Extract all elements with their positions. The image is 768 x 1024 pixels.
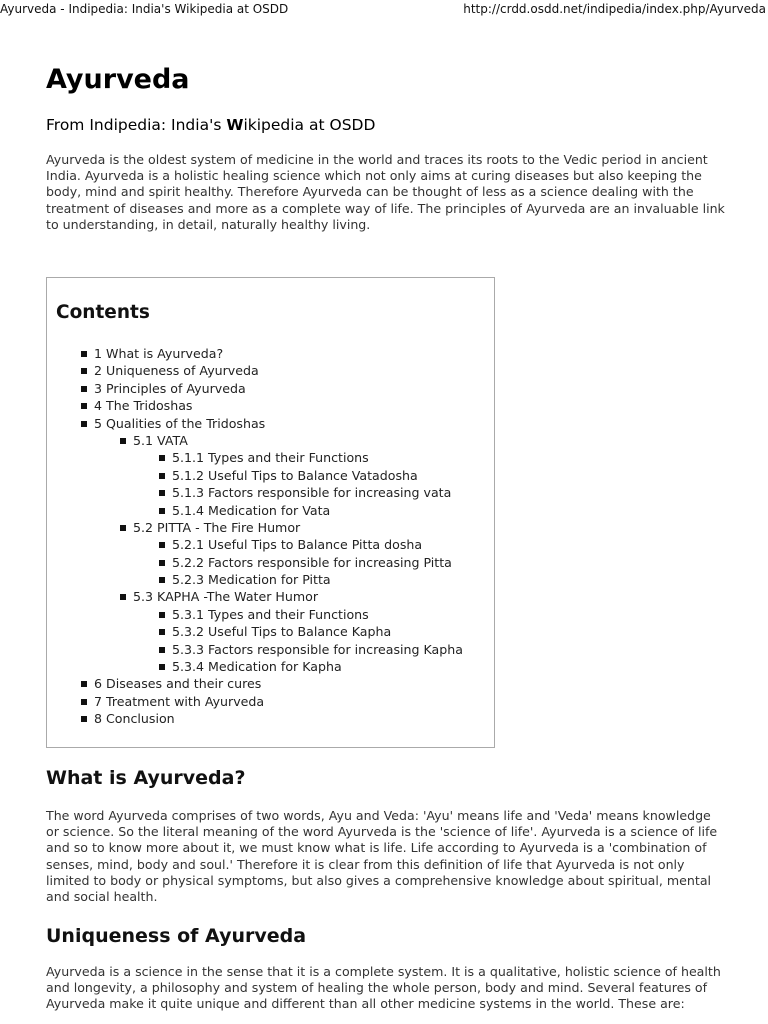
toc-item[interactable] — [47, 675, 494, 692]
bullet-icon — [159, 473, 165, 479]
toc-item-link[interactable]: 5.1.2 Useful Tips to Balance Vatadosha — [172, 467, 418, 483]
intro-paragraph: Ayurveda is the oldest system of medicine in the world and traces its roots to the Vedic period in ancient India. Ayurveda is a holistic healing science which not only aims at curing diseases but also keeping the body, mind and spirit healthy. Therefore Ayurveda can be thought of less as a science dealing with the treatment of diseases and more as a complete way of life. The principles of Ayurveda are an invaluable link to understanding, in detail, naturally healthy living. — [46, 152, 725, 232]
toc-item-link[interactable]: 5.2.1 Useful Tips to Balance Pitta dosha — [172, 537, 423, 553]
bullet-icon — [81, 403, 87, 409]
site-subtitle-bold: W — [226, 116, 244, 134]
toc-item[interactable] — [47, 710, 494, 727]
toc-item[interactable] — [47, 606, 494, 623]
toc-item[interactable] — [47, 397, 494, 414]
site-subtitle-before: From Indipedia: India's — [46, 116, 227, 134]
bullet-icon — [159, 577, 165, 583]
bullet-icon — [159, 508, 165, 514]
bullet-icon — [81, 716, 87, 722]
toc-list — [47, 345, 494, 728]
toc-item-link[interactable]: 6 Diseases and their cures — [94, 676, 262, 692]
bullet-icon — [159, 560, 165, 566]
toc-item[interactable] — [47, 415, 494, 432]
bullet-icon — [159, 490, 165, 496]
toc-item[interactable] — [47, 571, 494, 588]
bullet-icon — [159, 664, 165, 670]
toc-item[interactable] — [47, 467, 494, 484]
bullet-icon — [81, 699, 87, 705]
toc-item-link[interactable]: 5.3.2 Useful Tips to Balance Kapha — [172, 624, 392, 640]
site-subtitle — [46, 116, 375, 134]
bullet-icon — [159, 647, 165, 653]
bullet-icon — [81, 368, 87, 374]
toc-item-link[interactable]: 5.3.4 Medication for Kapha — [172, 659, 342, 675]
toc-item[interactable] — [47, 432, 494, 449]
print-header-url[interactable]: http://crdd.osdd.net/indipedia/index.php/Ayurveda — [463, 2, 766, 16]
toc-item[interactable] — [47, 519, 494, 536]
toc-item-link[interactable]: 5.3 KAPHA -The Water Humor — [133, 589, 319, 605]
toc-item-link[interactable]: 7 Treatment with Ayurveda — [94, 693, 265, 709]
toc-item-link[interactable]: 5.1.4 Medication for Vata — [172, 502, 331, 518]
toc-item[interactable] — [47, 536, 494, 553]
bullet-icon — [159, 612, 165, 618]
toc-item[interactable] — [47, 693, 494, 710]
bullet-icon — [159, 629, 165, 635]
bullet-icon — [120, 438, 126, 444]
toc-item[interactable] — [47, 380, 494, 397]
toc-item[interactable] — [47, 484, 494, 501]
bullet-icon — [120, 525, 126, 531]
table-of-contents — [46, 277, 495, 748]
toc-item-link[interactable]: 5.2 PITTA - The Fire Humor — [133, 519, 301, 535]
toc-item-link[interactable]: 5.1.3 Factors responsible for increasing vata — [172, 485, 452, 501]
toc-item[interactable] — [47, 449, 494, 466]
toc-item-link[interactable]: 5.1 VATA — [133, 432, 188, 448]
toc-item[interactable] — [47, 554, 494, 571]
toc-item-link[interactable]: 5.3.1 Types and their Functions — [172, 606, 369, 622]
toc-item-link[interactable]: 1 What is Ayurveda? — [94, 346, 224, 361]
toc-item[interactable] — [47, 345, 494, 362]
print-header — [0, 0, 768, 20]
toc-item-link[interactable]: 4 The Tridoshas — [94, 398, 193, 414]
toc-item-link[interactable]: 8 Conclusion — [94, 711, 175, 727]
bullet-icon — [81, 421, 87, 427]
toc-item-link[interactable]: 5.2.2 Factors responsible for increasing Pitta — [172, 554, 452, 570]
toc-item-link[interactable]: 2 Uniqueness of Ayurveda — [94, 363, 259, 379]
bullet-icon — [81, 386, 87, 392]
toc-item-link[interactable]: 5 Qualities of the Tridoshas — [94, 415, 266, 431]
bullet-icon — [81, 681, 87, 687]
bullet-icon — [120, 594, 126, 600]
site-subtitle-after: ikipedia at OSDD — [243, 116, 376, 134]
section-heading-what-is-ayurveda: What is Ayurveda? — [46, 767, 246, 789]
toc-item[interactable] — [47, 641, 494, 658]
bullet-icon — [159, 455, 165, 461]
toc-item[interactable] — [47, 502, 494, 519]
toc-item-link[interactable]: 5.1.1 Types and their Functions — [172, 450, 369, 466]
toc-item[interactable] — [47, 588, 494, 605]
section-paragraph-uniqueness: Ayurveda is a science in the sense that it is a complete system. It is a qualitative, holistic science of health and longevity, a philosophy and system of healing the whole person, body and mind. Several features of Ayurveda make it quite unique and different than all other medicine systems in the world. These are: — [46, 964, 721, 1012]
toc-item[interactable] — [47, 362, 494, 379]
section-paragraph-what-is-ayurveda: The word Ayurveda comprises of two words, Ayu and Veda: 'Ayu' means life and 'Veda' means knowledge or science. So the literal meaning of the word Ayurveda is the 'science of life'. Ayurveda is a science of life and so to know more about it, we must know what is life. Life according to Ayurveda is a 'combination of senses, mind, body and soul.' Therefore it is clear from this definition of life that Ayurveda is not only limited to body or physical symptoms, but also gives a comprehensive knowledge about spiritual, mental and social health. — [46, 808, 718, 905]
print-header-title: Ayurveda - Indipedia: India's Wikipedia at OSDD — [0, 2, 289, 16]
toc-item[interactable] — [47, 658, 494, 675]
toc-title: Contents — [56, 302, 150, 323]
toc-item-link[interactable]: 3 Principles of Ayurveda — [94, 380, 246, 396]
page-title: Ayurveda — [46, 64, 190, 95]
bullet-icon — [159, 542, 165, 548]
section-heading-uniqueness: Uniqueness of Ayurveda — [46, 925, 307, 947]
toc-item[interactable] — [47, 623, 494, 640]
bullet-icon — [81, 351, 87, 357]
toc-item-link[interactable]: 5.2.3 Medication for Pitta — [172, 572, 331, 588]
toc-item-link[interactable]: 5.3.3 Factors responsible for increasing Kapha — [172, 641, 463, 657]
